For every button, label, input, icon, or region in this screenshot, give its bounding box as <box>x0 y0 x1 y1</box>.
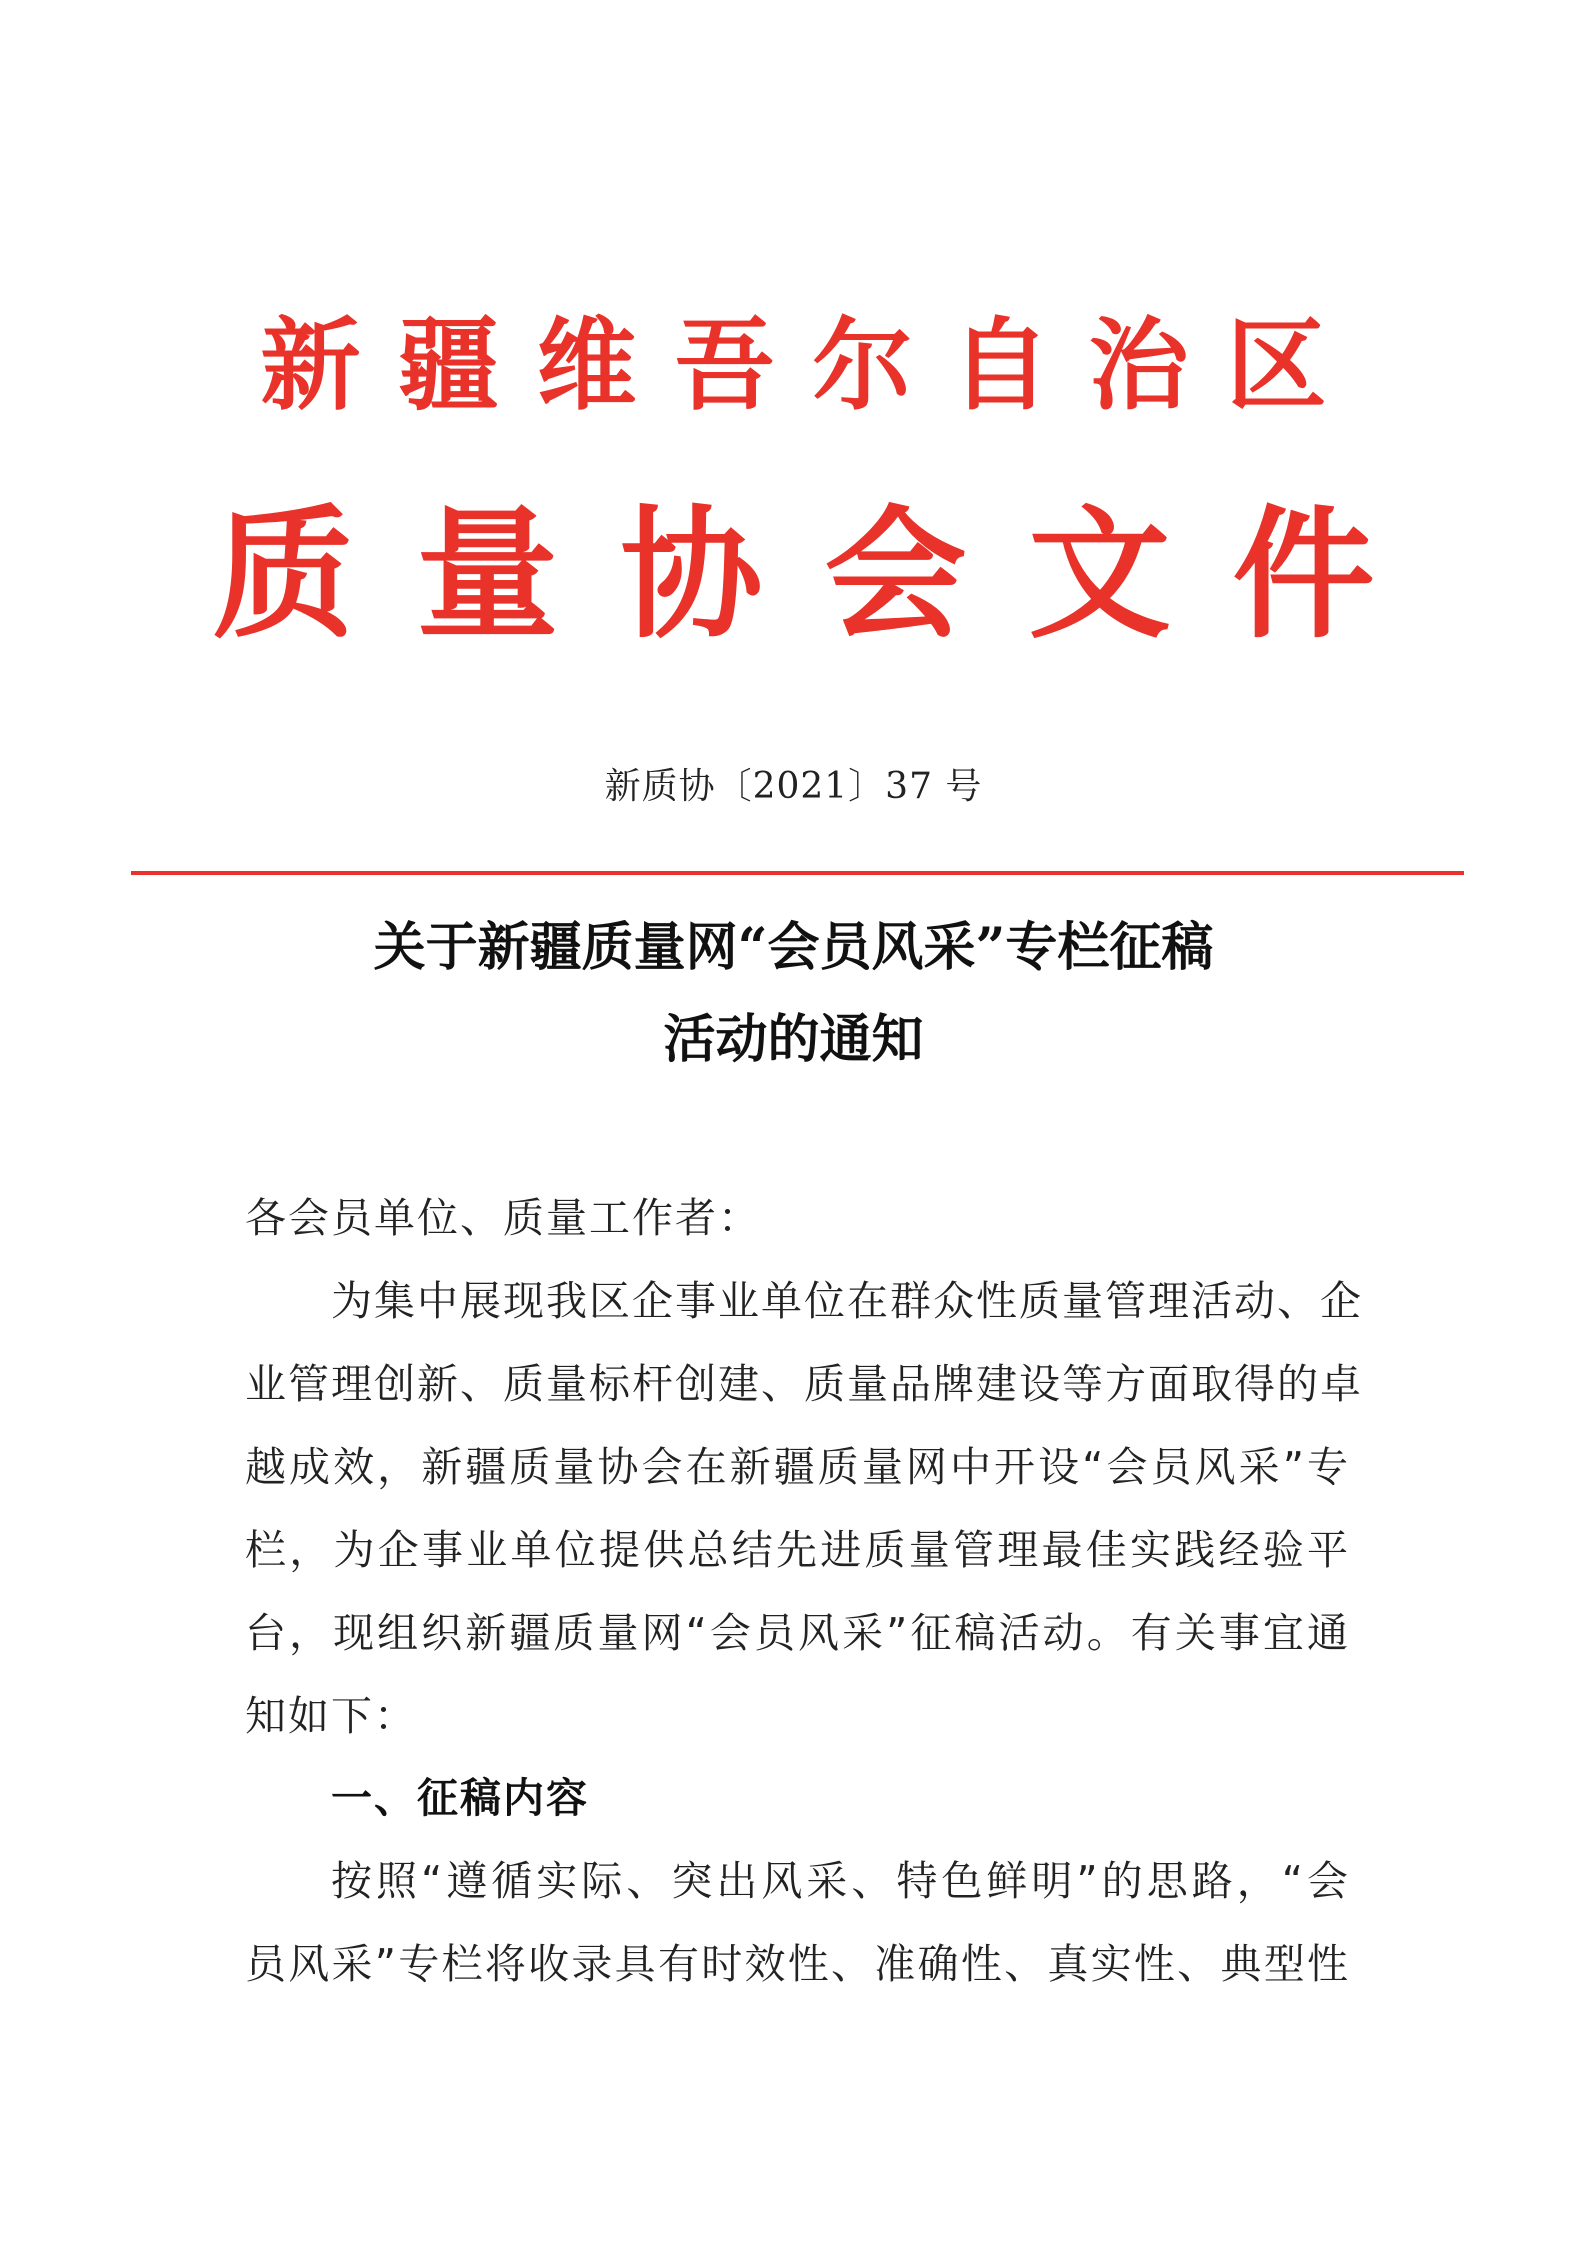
issuer-document-line: 质量协会文件 <box>212 492 1437 658</box>
paragraph-line: 为集中展现我区企事业单位在群众性质量管理活动、企 <box>331 1277 1363 1325</box>
paragraph-line: 栏，为企事业单位提供总结先进质量管理最佳实践经验平 <box>245 1526 1350 1574</box>
paragraph-line: 业管理创新、质量标杆创建、质量品牌建设等方面取得的卓 <box>245 1360 1363 1408</box>
paragraph-line: 按照“遵循实际、突出风采、特色鲜明”的思路，“会 <box>331 1857 1350 1905</box>
paragraph-intro <box>245 1260 1363 1758</box>
issuer-name-line: 新疆维吾尔自治区 <box>260 306 1365 424</box>
salutation: 各会员单位、质量工作者： <box>245 1194 761 1242</box>
paragraph-content <box>245 1840 1350 2006</box>
paragraph-line: 台，现组织新疆质量网“会员风采”征稿活动。有关事宜通 <box>245 1609 1350 1657</box>
paragraph-line: 员风采”专栏将收录具有时效性、准确性、真实性、典型性 <box>245 1940 1350 1988</box>
paragraph-line: 知如下： <box>245 1692 417 1740</box>
section-heading: 一、征稿内容 <box>331 1774 589 1822</box>
notice-title-line-1: 关于新疆质量网“会员风采”专栏征稿 <box>373 917 1214 978</box>
notice-title-line-2: 活动的通知 <box>663 1009 924 1070</box>
red-divider <box>131 871 1464 875</box>
paragraph-line: 越成效，新疆质量协会在新疆质量网中开设“会员风采”专 <box>245 1443 1350 1491</box>
document-number: 新质协〔2021〕37 号 <box>604 766 983 807</box>
